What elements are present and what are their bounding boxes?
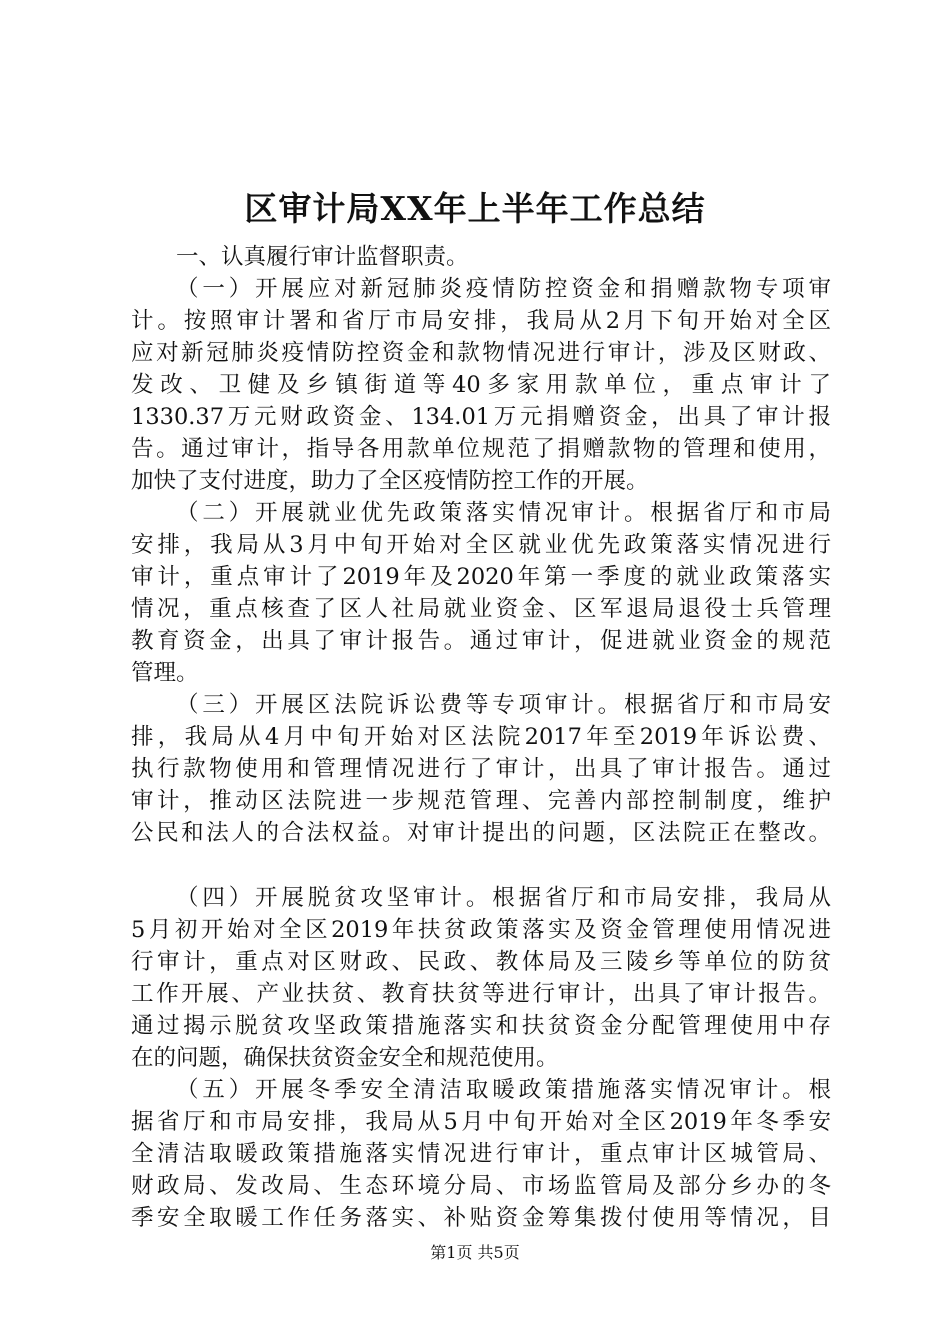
paragraph-1-line-7: 加快了支付进度，助力了全区疫情防控工作的开展。 bbox=[131, 468, 649, 494]
paragraph-1-line-4: 发改、卫健及乡镇街道等40多家用款单位，重点审计了 bbox=[131, 372, 831, 398]
paragraph-2-line-1: （二）开展就业优先政策落实情况审计。根据省厅和市局 bbox=[176, 500, 831, 526]
paragraph-5-line-1: （五）开展冬季安全清洁取暖政策措施落实情况审计。根 bbox=[176, 1077, 831, 1103]
paragraph-4-line-2: 5月初开始对全区2019年扶贫政策落实及资金管理使用情况进 bbox=[131, 917, 831, 943]
paragraph-2-line-3: 审计，重点审计了2019年及2020年第一季度的就业政策落实 bbox=[131, 564, 831, 590]
paragraph-1-line-2: 计。按照审计署和省厅市局安排，我局从2月下旬开始对全区 bbox=[131, 308, 831, 334]
paragraph-3-line-3: 执行款物使用和管理情况进行了审计，出具了审计报告。通过 bbox=[131, 756, 831, 782]
paragraph-5-line-3: 全清洁取暖政策措施落实情况进行审计，重点审计区城管局、 bbox=[131, 1141, 831, 1167]
paragraph-5-line-4: 财政局、发改局、生态环境分局、市场监管局及部分乡办的冬 bbox=[131, 1173, 831, 1199]
paragraph-4-line-6: 在的问题，确保扶贫资金安全和规范使用。 bbox=[131, 1045, 559, 1071]
paragraph-2-line-4: 情况，重点核查了区人社局就业资金、区军退局退役士兵管理 bbox=[131, 596, 831, 622]
paragraph-5-line-2: 据省厅和市局安排，我局从5月中旬开始对全区2019年冬季安 bbox=[131, 1109, 831, 1135]
paragraph-1-line-3: 应对新冠肺炎疫情防控资金和款物情况进行审计，涉及区财政、 bbox=[131, 340, 831, 366]
document-title: 区审计局XX年上半年工作总结 bbox=[244, 189, 706, 228]
paragraph-3-line-1: （三）开展区法院诉讼费等专项审计。根据省厅和市局安 bbox=[176, 692, 831, 718]
paragraph-3-line-4: 审计，推动区法院进一步规范管理、完善内部控制制度，维护 bbox=[131, 788, 831, 814]
paragraph-1-line-5: 1330.37万元财政资金、134.01万元捐赠资金，出具了审计报 bbox=[131, 404, 831, 430]
section-heading: 一、认真履行审计监督职责。 bbox=[176, 244, 469, 270]
page-number-footer: 第1页 共5页 bbox=[430, 1243, 520, 1262]
paragraph-2-line-6: 管理。 bbox=[131, 660, 199, 686]
paragraph-5-line-5: 季安全取暖工作任务落实、补贴资金筹集拨付使用等情况，目 bbox=[131, 1205, 831, 1231]
paragraph-4-line-3: 行审计，重点对区财政、民政、教体局及三陵乡等单位的防贫 bbox=[131, 949, 831, 975]
paragraph-3-line-5: 公民和法人的合法权益。对审计提出的问题，区法院正在整改。 bbox=[131, 820, 831, 846]
paragraph-1-line-1: （一）开展应对新冠肺炎疫情防控资金和捐赠款物专项审 bbox=[176, 276, 831, 302]
paragraph-4-line-5: 通过揭示脱贫攻坚政策措施落实和扶贫资金分配管理使用中存 bbox=[131, 1013, 831, 1039]
paragraph-4-line-4: 工作开展、产业扶贫、教育扶贫等进行审计，出具了审计报告。 bbox=[131, 981, 831, 1007]
paragraph-1-line-6: 告。通过审计，指导各用款单位规范了捐赠款物的管理和使用， bbox=[131, 436, 831, 462]
paragraph-2-line-2: 安排，我局从3月中旬开始对全区就业优先政策落实情况进行 bbox=[131, 532, 831, 558]
paragraph-2-line-5: 教育资金，出具了审计报告。通过审计，促进就业资金的规范 bbox=[131, 628, 831, 654]
paragraph-4-line-1: （四）开展脱贫攻坚审计。根据省厅和市局安排，我局从 bbox=[176, 885, 831, 911]
paragraph-3-line-2: 排，我局从4月中旬开始对区法院2017年至2019年诉讼费、 bbox=[131, 724, 831, 750]
